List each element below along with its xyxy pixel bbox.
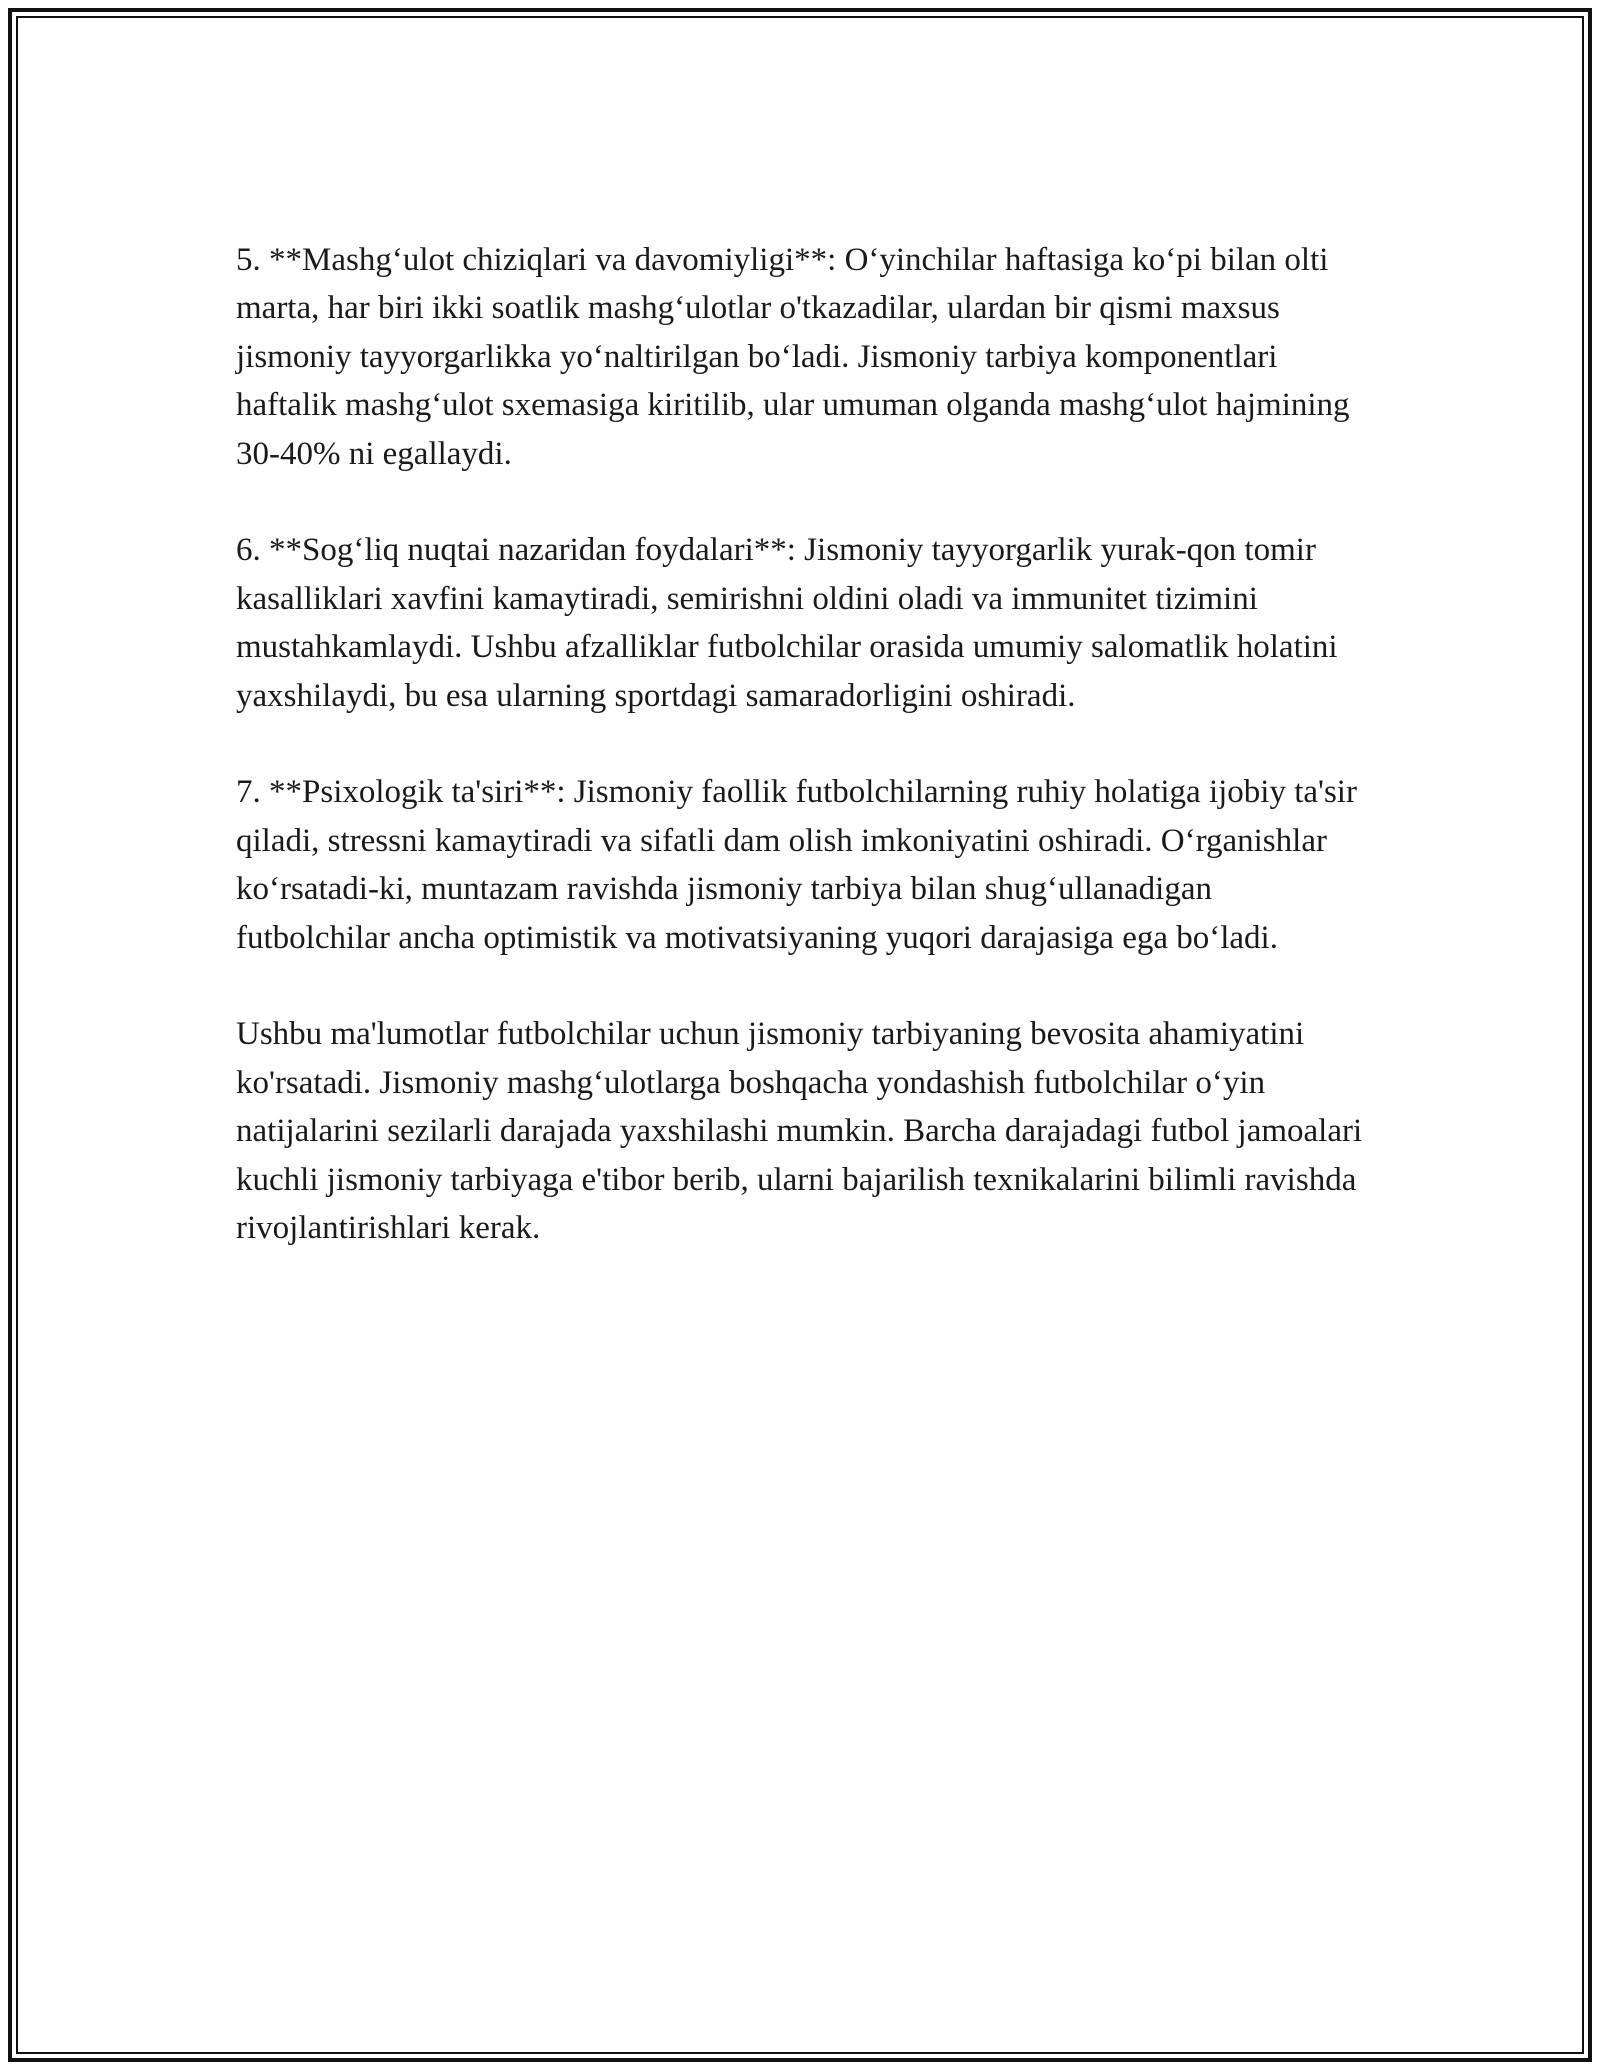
paragraph-conclusion: Ushbu ma'lumotlar futbolchilar uchun jismoniy tarbiyaning bevosita ahamiyatini ko'rsatadi. Jismoniy mashg‘ulotlarga boshqacha yondashish futbolchilar o‘yin natijalarini sezilarli darajada yaxshilashi mumkin. Barcha darajadagi futbol jamoalari kuchli jismoniy tarbiyaga e'tibor berib, ularni bajarilish texnikalarini bilimli ravishda rivojlantirishlari kerak. [236, 1016, 1363, 1247]
paragraph-training-schedule: 5. **Mashg‘ulot chiziqlari va davomiyligi**: O‘yinchilar haftasiga ko‘pi bilan olti marta, har biri ikki soatlik mashg‘ulotlar o'tkazadilar, ulardan bir qismi maxsus jismoniy tayyorgarlikka yo‘naltirilgan bo‘ladi. Jismoniy tarbiya komponentlari haftalik mashg‘ulot sxemasiga kiritilib, ular umuman olganda mashg‘ulot hajmining 30-40% ni egallaydi. [236, 242, 1350, 472]
paragraph-health-benefits: 6. **Sog‘liq nuqtai nazaridan foydalari**: Jismoniy tayyorgarlik yurak-qon tomir kasalliklari xavfini kamaytiradi, semirishni oldini oladi va immunitet tizimini mustahkamlaydi. Ushbu afzalliklar futbolchilar orasida umumiy salomatlik holatini yaxshilaydi, bu esa ularning sportdagi samaradorligini oshiradi. [236, 532, 1338, 714]
document-body [236, 236, 1366, 1252]
paragraph-psychological-impact: 7. **Psixologik ta'siri**: Jismoniy faollik futbolchilarning ruhiy holatiga ijobiy ta'sir qiladi, stressni kamaytiradi va sifatli dam olish imkoniyatini oshiradi. O‘rganishlar ko‘rsatadi-ki, muntazam ravishda jismoniy tarbiya bilan shug‘ullanadigan futbolchilar ancha optimistik va motivatsiyaning yuqori darajasiga ega bo‘ladi. [236, 774, 1357, 956]
